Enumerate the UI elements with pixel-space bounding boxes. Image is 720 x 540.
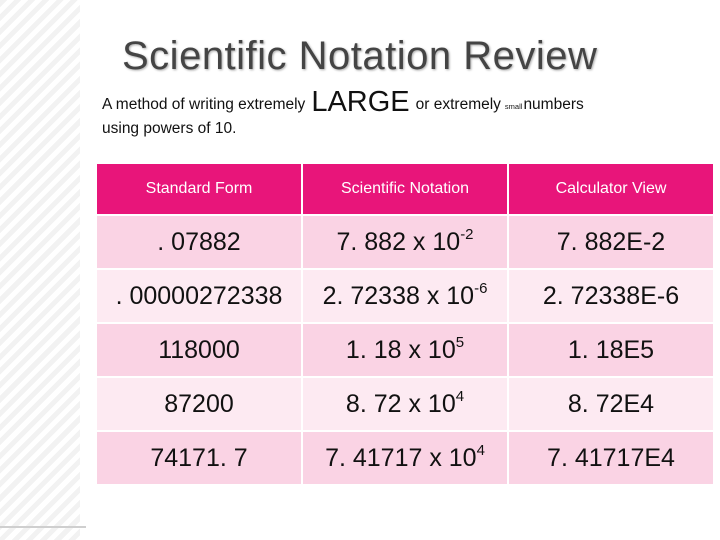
intro-text (102, 86, 702, 138)
scientific-notation-cell (302, 377, 508, 431)
table-header-row (96, 163, 714, 215)
intro-line-1 (102, 86, 702, 118)
calculator-view-cell: 2. 72338E-6 (508, 269, 714, 323)
mantissa: 7. 882 x 10 (336, 227, 461, 256)
scientific-notation-cell (302, 269, 508, 323)
mantissa: 8. 72 x 10 (345, 389, 456, 418)
small-word: small (504, 102, 523, 111)
mantissa: 7. 41717 x 10 (325, 443, 477, 472)
mantissa: 2. 72338 x 10 (322, 281, 475, 310)
intro-text-after: numbers (523, 96, 584, 113)
calculator-view-cell: 7. 882E-2 (508, 215, 714, 269)
header-scientific-notation: Scientific Notation (302, 163, 508, 215)
calculator-view-cell: 8. 72E4 (508, 377, 714, 431)
scientific-notation-cell (302, 431, 508, 485)
exponent: 4 (455, 387, 465, 405)
mantissa: 1. 18 x 10 (345, 335, 456, 364)
standard-form-cell: 118000 (96, 323, 302, 377)
standard-form-cell: . 07882 (96, 215, 302, 269)
scientific-notation-cell (302, 323, 508, 377)
table-row (96, 377, 714, 431)
page-title: Scientific Notation Review (122, 34, 598, 78)
intro-text-before: A method of writing extremely (102, 96, 306, 113)
scientific-notation-cell (302, 215, 508, 269)
large-word: LARGE (311, 86, 410, 118)
intro-line-2: using powers of 10. (102, 120, 237, 137)
table-row (96, 323, 714, 377)
standard-form-cell: 74171. 7 (96, 431, 302, 485)
exponent: -2 (460, 225, 474, 243)
scientific-notation-table (95, 162, 715, 486)
calculator-view-cell: 1. 18E5 (508, 323, 714, 377)
table-row (96, 215, 714, 269)
standard-form-cell: 87200 (96, 377, 302, 431)
header-standard-form: Standard Form (96, 163, 302, 215)
table-row (96, 431, 714, 485)
table-row (96, 269, 714, 323)
exponent: 4 (476, 441, 485, 459)
intro-text-middle: or extremely (415, 96, 501, 113)
header-calculator-view: Calculator View (508, 163, 714, 215)
standard-form-cell: . 00000272338 (96, 269, 302, 323)
exponent: -6 (474, 279, 488, 297)
decorative-stripes (0, 0, 80, 540)
exponent: 5 (455, 333, 465, 351)
calculator-view-cell: 7. 41717E4 (508, 431, 714, 485)
decorative-rule (0, 526, 86, 528)
